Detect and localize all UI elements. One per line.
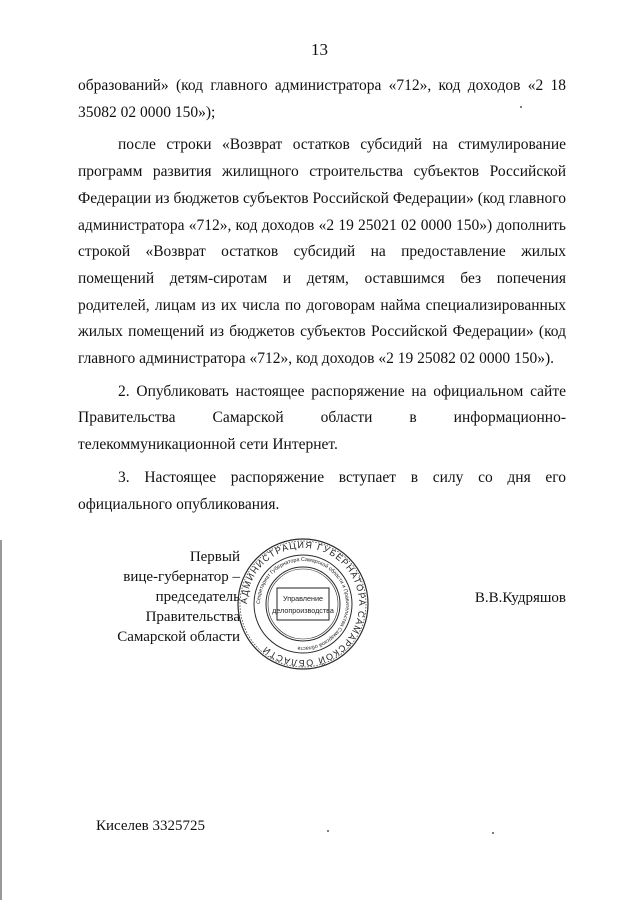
- signatory-title: [80, 547, 240, 647]
- executor-contact: Киселев 3325725: [96, 818, 206, 834]
- signatory-title-line: председатель Правительства: [145, 589, 240, 625]
- paragraph-effective: 3. Настоящее распоряжение вступает в силу со дня его официального опубликования.: [78, 468, 566, 513]
- scan-speck: [492, 832, 494, 834]
- document-body: [78, 73, 566, 524]
- seal-center-line-1: Управление: [283, 594, 323, 603]
- signatory-title-line: вице-губернатор –: [123, 569, 240, 585]
- seal-inner-text: Секретариат Губернатора Самарской области и Правительства Самарской области: [255, 556, 351, 652]
- signatory-name: В.В.Кудряшов: [474, 590, 566, 606]
- paragraph-amendment: после строки «Возврат остатков субсидий на стимулирование программ развития жилищного строительства субъектов Российской Федерации из бюджетов субъектов Российской Федерации» (код главного администратора «712», код доходов «2 19 25021 02 0000 150») дополнить строкой «Возврат остатков субсидий на предоставление жилых помещений детям-сиротам и детям, оставшимся без попечения родителей, лицам из их числа по договорам найма специализированных жилых помещений из бюджетов субъектов Российской Федерации» (код главного администратора «712», код доходов «2 19 25082 02 0000 150»).: [78, 136, 566, 368]
- paragraph-continuation: образований» (код главного администратора «712», код доходов «2 18 35082 02 0000 150»);: [78, 77, 566, 121]
- official-seal-stamp: [236, 537, 370, 671]
- page-number: 13: [311, 40, 328, 59]
- signatory-title-line: Самарской области: [117, 629, 240, 645]
- seal-outer-text: АДМИНИСТРАЦИЯ ГУБЕРНАТОРА САМАРСКОЙ ОБЛАСТИ: [238, 539, 368, 669]
- paragraph-publish: 2. Опубликовать настоящее распоряжение на официальном сайте Правительства Самарской области в информационно-телекоммуникационной сети Интернет.: [78, 382, 566, 454]
- signatory-title-line: Первый: [189, 549, 240, 565]
- scan-edge-line: [0, 540, 2, 900]
- seal-center-line-2: делопроизводства: [272, 606, 334, 615]
- scan-speck: [520, 106, 522, 108]
- scan-speck: [327, 830, 329, 832]
